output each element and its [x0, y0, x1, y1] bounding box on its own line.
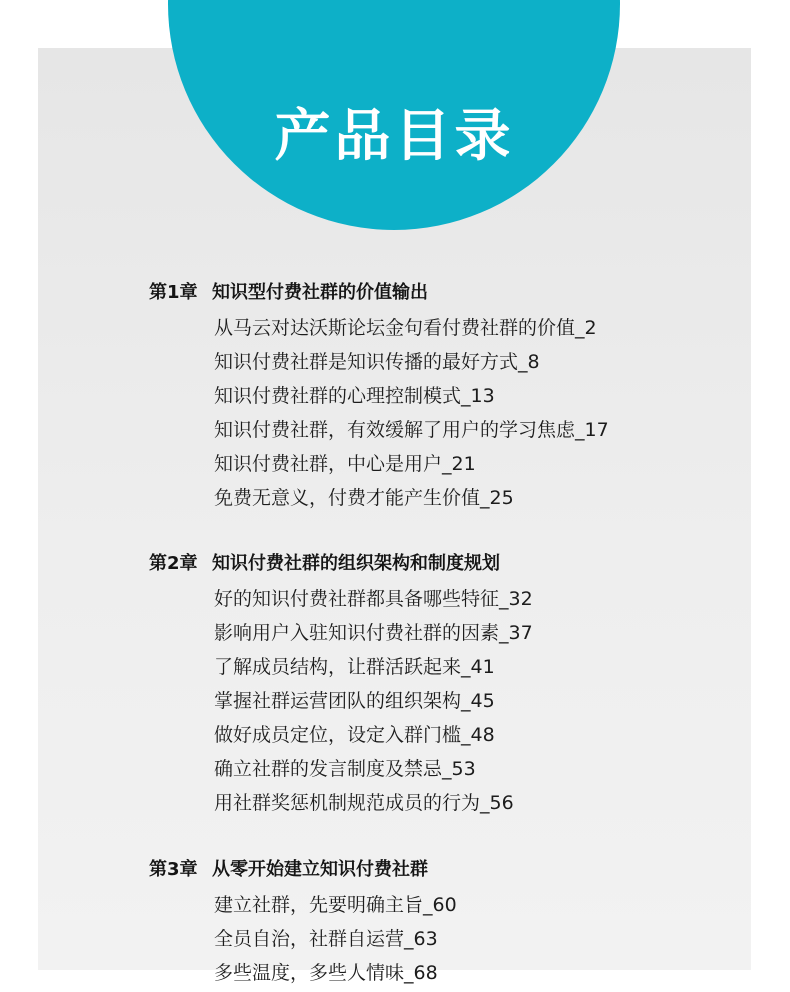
toc-item: 好的知识付费社群都具备哪些特征_32 [214, 588, 533, 610]
chapter-item-list [214, 313, 609, 517]
toc-item: 做好成员定位，设定入群门槛_48 [214, 724, 495, 746]
chapter-heading [149, 279, 428, 307]
chapter-heading [149, 550, 500, 578]
toc-item: 知识付费社群，有效缓解了用户的学习焦虑_17 [214, 419, 609, 441]
toc-item: 确立社群的发言制度及禁忌_53 [214, 758, 476, 780]
toc-item: 知识付费社群是知识传播的最好方式_8 [214, 351, 540, 373]
toc-item: 全员自治，社群自运营_63 [214, 928, 438, 950]
toc-item: 了解成员结构，让群活跃起来_41 [214, 656, 495, 678]
toc-item: 从马云对达沃斯论坛金句看付费社群的价值_2 [214, 317, 597, 339]
chapter-title: 知识型付费社群的价值输出 [212, 282, 428, 303]
toc-item: 知识付费社群的心理控制模式_13 [214, 385, 495, 407]
chapter-heading [149, 856, 428, 884]
chapter-item-list [214, 890, 457, 992]
toc-item: 建立社群，先要明确主旨_60 [214, 894, 457, 916]
catalog-panel [38, 48, 751, 984]
chapter-title: 知识付费社群的组织架构和制度规划 [212, 553, 500, 574]
toc-item: 影响用户入驻知识付费社群的因素_37 [214, 622, 533, 644]
page-title: 产品目录 [274, 104, 515, 169]
chapter-item-list [214, 584, 533, 822]
chapter-number: 第2章 [149, 553, 198, 574]
chapter-title: 从零开始建立知识付费社群 [212, 859, 428, 880]
toc-item: 掌握社群运营团队的组织架构_45 [214, 690, 495, 712]
chapter-number: 第3章 [149, 859, 198, 880]
toc-item: 用社群奖惩机制规范成员的行为_56 [214, 792, 514, 814]
toc-item: 知识付费社群，中心是用户_21 [214, 453, 476, 475]
toc-item: 免费无意义，付费才能产生价值_25 [214, 487, 514, 509]
toc-item: 多些温度，多些人情味_68 [214, 962, 438, 984]
chapter-number: 第1章 [149, 282, 198, 303]
